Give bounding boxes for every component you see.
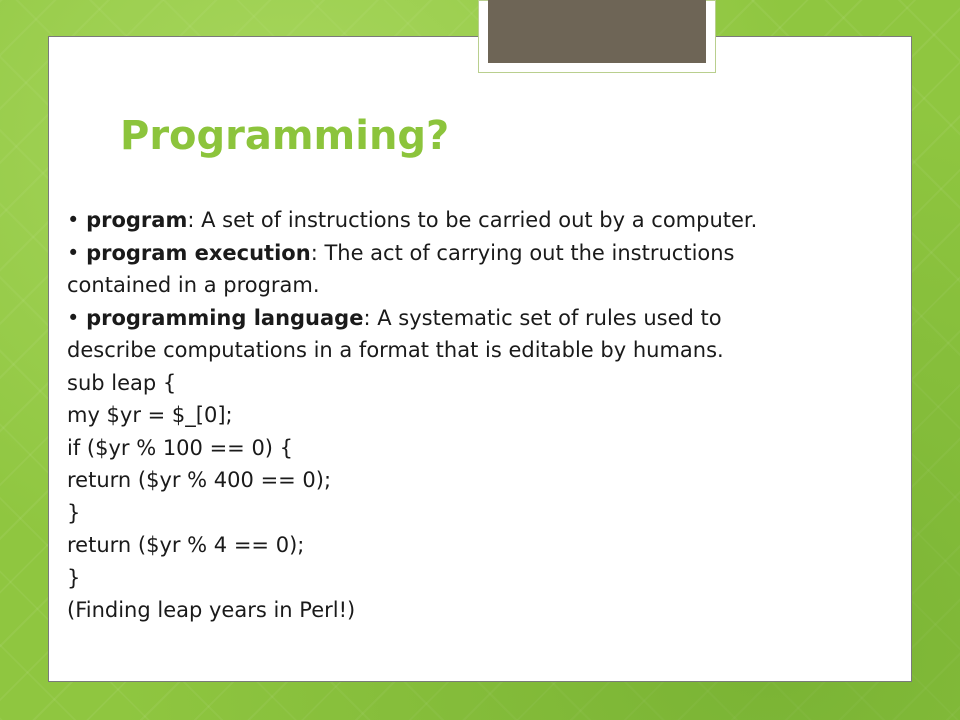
slide-body [67, 204, 897, 627]
bullet-term: program [86, 208, 188, 232]
bullet-continuation: describe computations in a format that is editable by humans. [67, 338, 724, 362]
bullet-definition: A set of instructions to be carried out by a computer. [201, 208, 758, 232]
bullet-definition: A systematic set of rules used to [377, 305, 722, 330]
bullet-marker: • [67, 240, 87, 265]
code-line: } [67, 565, 81, 590]
caption: (Finding leap years in Perl!) [67, 598, 356, 622]
code-line: if ($yr % 100 == 0) { [67, 435, 294, 460]
bullet-marker: • [67, 208, 87, 232]
bullet-programming-language [67, 302, 897, 335]
bullet-separator: : [187, 208, 202, 232]
bullet-separator: : [363, 305, 378, 330]
bullet-marker: • [67, 305, 87, 330]
bullet-separator: : [310, 240, 325, 265]
bullet-term: programming language [86, 305, 364, 330]
bullet-program [67, 204, 897, 237]
bullet-continuation: contained in a program. [67, 273, 320, 297]
code-line: return ($yr % 400 == 0); [67, 468, 332, 492]
bullet-program-execution [67, 237, 897, 270]
code-line: return ($yr % 4 == 0); [67, 533, 305, 557]
bullet-term: program execution [86, 240, 311, 265]
code-line: my $yr = $_[0]; [67, 403, 233, 427]
accent-box [488, 0, 706, 63]
code-line: } [67, 500, 81, 525]
code-line: sub leap { [67, 370, 177, 395]
slide-title: Programming? [120, 113, 450, 159]
bullet-definition: The act of carrying out the instructions [324, 240, 735, 265]
